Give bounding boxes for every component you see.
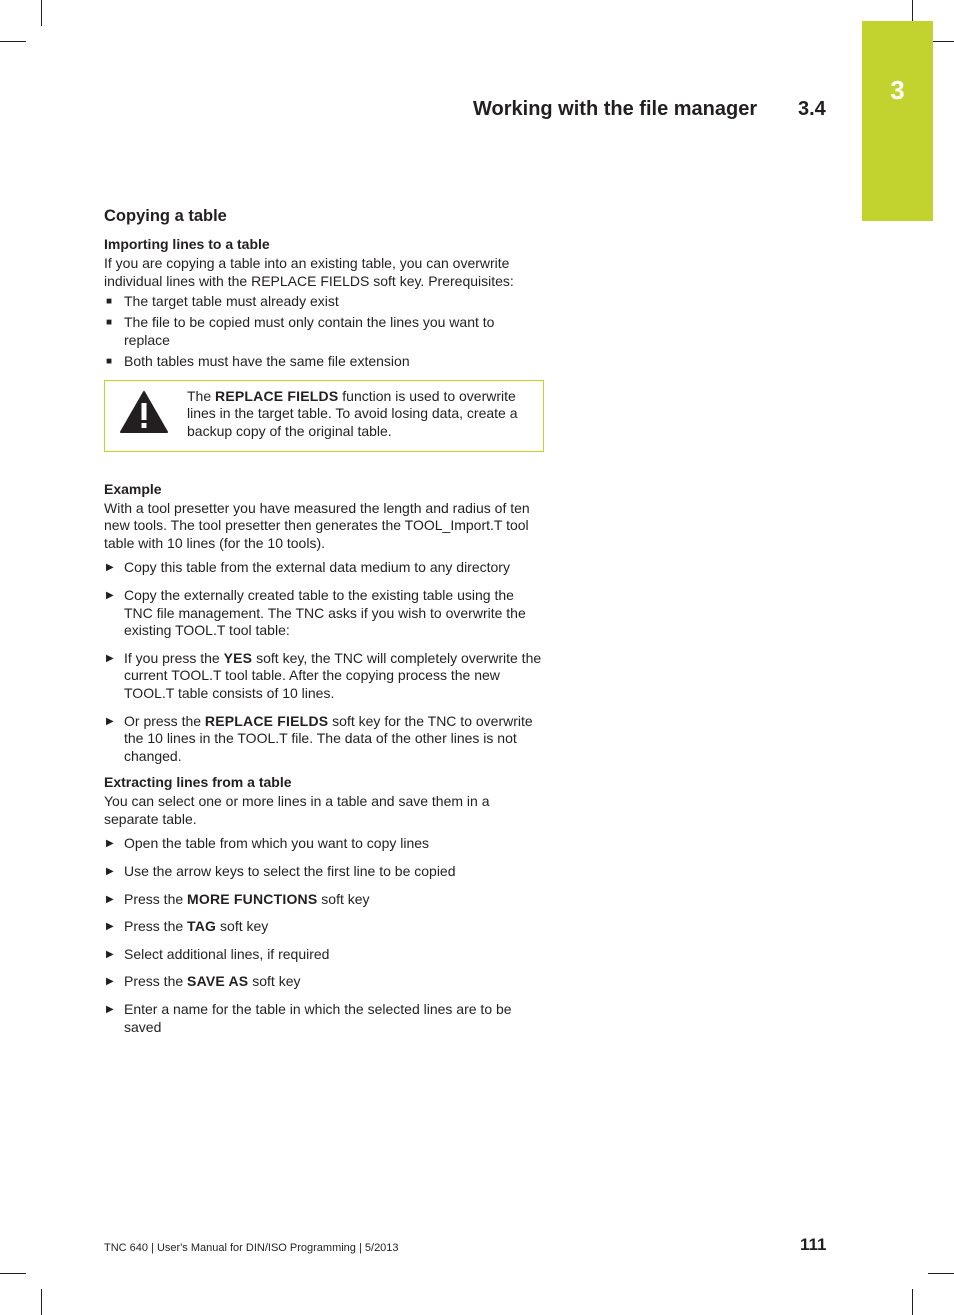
warning-text: The REPLACE FIELDS function is used to overwrite lines in the target table. To avoid losing data, create a backup copy of the original table. [187,387,518,439]
triangle-bullet-icon: ▶ [106,976,114,988]
list-item: ▶ Copy the externally created table to the existing table using the TNC file management. The TNC asks if you wish to overwrite the existing TOOL.T tool table: [106,586,526,639]
list-item: ▶ Enter a name for the table in which the selected lines are to be saved [106,1001,512,1035]
list-item: ▶ Press the TAG soft key [106,918,269,935]
warning-box [104,380,544,452]
triangle-bullet-icon: ▶ [106,589,114,601]
extracting-intro: You can select one or more lines in a table and save them in a separate table. [104,793,490,827]
page-number: 111 [800,1235,827,1254]
softkey-label: TAG [187,918,217,935]
crop-mark [41,0,42,26]
subheading-example: Example [104,480,162,497]
crop-mark [0,1273,26,1274]
square-bullet-icon: ■ [106,317,113,329]
list-item: ■ The file to be copied must only contain the lines you want to replace [106,314,495,348]
running-header-title: Working with the file manager [473,98,758,120]
subheading-importing: Importing lines to a table [104,236,270,252]
list-item: ■ Both tables must have the same file extension [106,352,410,369]
warning-triangle-icon [119,390,169,434]
list-item: ▶ Select additional lines, if required [106,945,330,962]
crop-mark [41,1289,42,1315]
list-item: ▶ If you press the YES soft key, the TNC will completely overwrite the current TOOL.T tool table. After the copying process the new TOOL.T table consists of 10 lines. [106,649,542,701]
triangle-bullet-icon: ▶ [106,948,114,960]
triangle-bullet-icon: ▶ [106,1004,114,1016]
list-item: ▶ Use the arrow keys to select the first line to be copied [106,863,456,880]
softkey-label: YES [223,649,253,666]
crop-mark [0,41,26,42]
triangle-bullet-icon: ▶ [106,562,114,574]
triangle-bullet-icon: ▶ [106,838,114,850]
subheading-extracting: Extracting lines from a table [104,774,292,791]
running-header-section: 3.4 [798,98,826,120]
softkey-label: REPLACE FIELDS [215,387,339,404]
list-item: ▶ Open the table from which you want to copy lines [106,835,430,852]
square-bullet-icon: ■ [106,355,113,367]
list-item: ■ The target table must already exist [106,293,339,310]
footer-text: TNC 640 | User's Manual for DIN/ISO Programming | 5/2013 [104,1242,399,1254]
crop-mark [912,1289,913,1315]
main-content [104,205,544,1046]
importing-intro: If you are copying a table into an existing table, you can overwrite individual lines with the REPLACE FIELDS soft key. Prerequisites: [104,255,514,289]
triangle-bullet-icon: ▶ [106,652,114,664]
chapter-number: 3 [890,75,905,105]
list-item: ▶ Copy this table from the external data medium to any directory [106,559,510,576]
chapter-tab [862,21,933,221]
softkey-label: MORE FUNCTIONS [187,890,318,907]
triangle-bullet-icon: ▶ [106,866,114,878]
triangle-bullet-icon: ▶ [106,715,114,727]
softkey-label: REPLACE FIELDS [204,712,329,729]
softkey-label: SAVE AS [187,973,249,990]
example-intro: With a tool presetter you have measured the length and radius of ten new tools. The tool presetter then generates the TOOL_Import.T tool table with 10 lines (for the 10 tools). [104,499,530,551]
prerequisites-list [104,293,544,370]
example-steps [104,559,544,765]
list-item: ▶ Or press the REPLACE FIELDS soft key for the TNC to overwrite the 10 lines in the TOOL.T file. The data of the other lines is not changed. [106,712,533,764]
list-item: ▶ Press the MORE FUNCTIONS soft key [106,890,370,907]
triangle-bullet-icon: ▶ [106,921,114,933]
extracting-steps [104,835,544,1036]
triangle-bullet-icon: ▶ [106,893,114,905]
crop-mark [928,1273,954,1274]
section-heading: Copying a table [104,207,227,225]
list-item: ▶ Press the SAVE AS soft key [106,973,301,990]
square-bullet-icon: ■ [106,296,113,308]
